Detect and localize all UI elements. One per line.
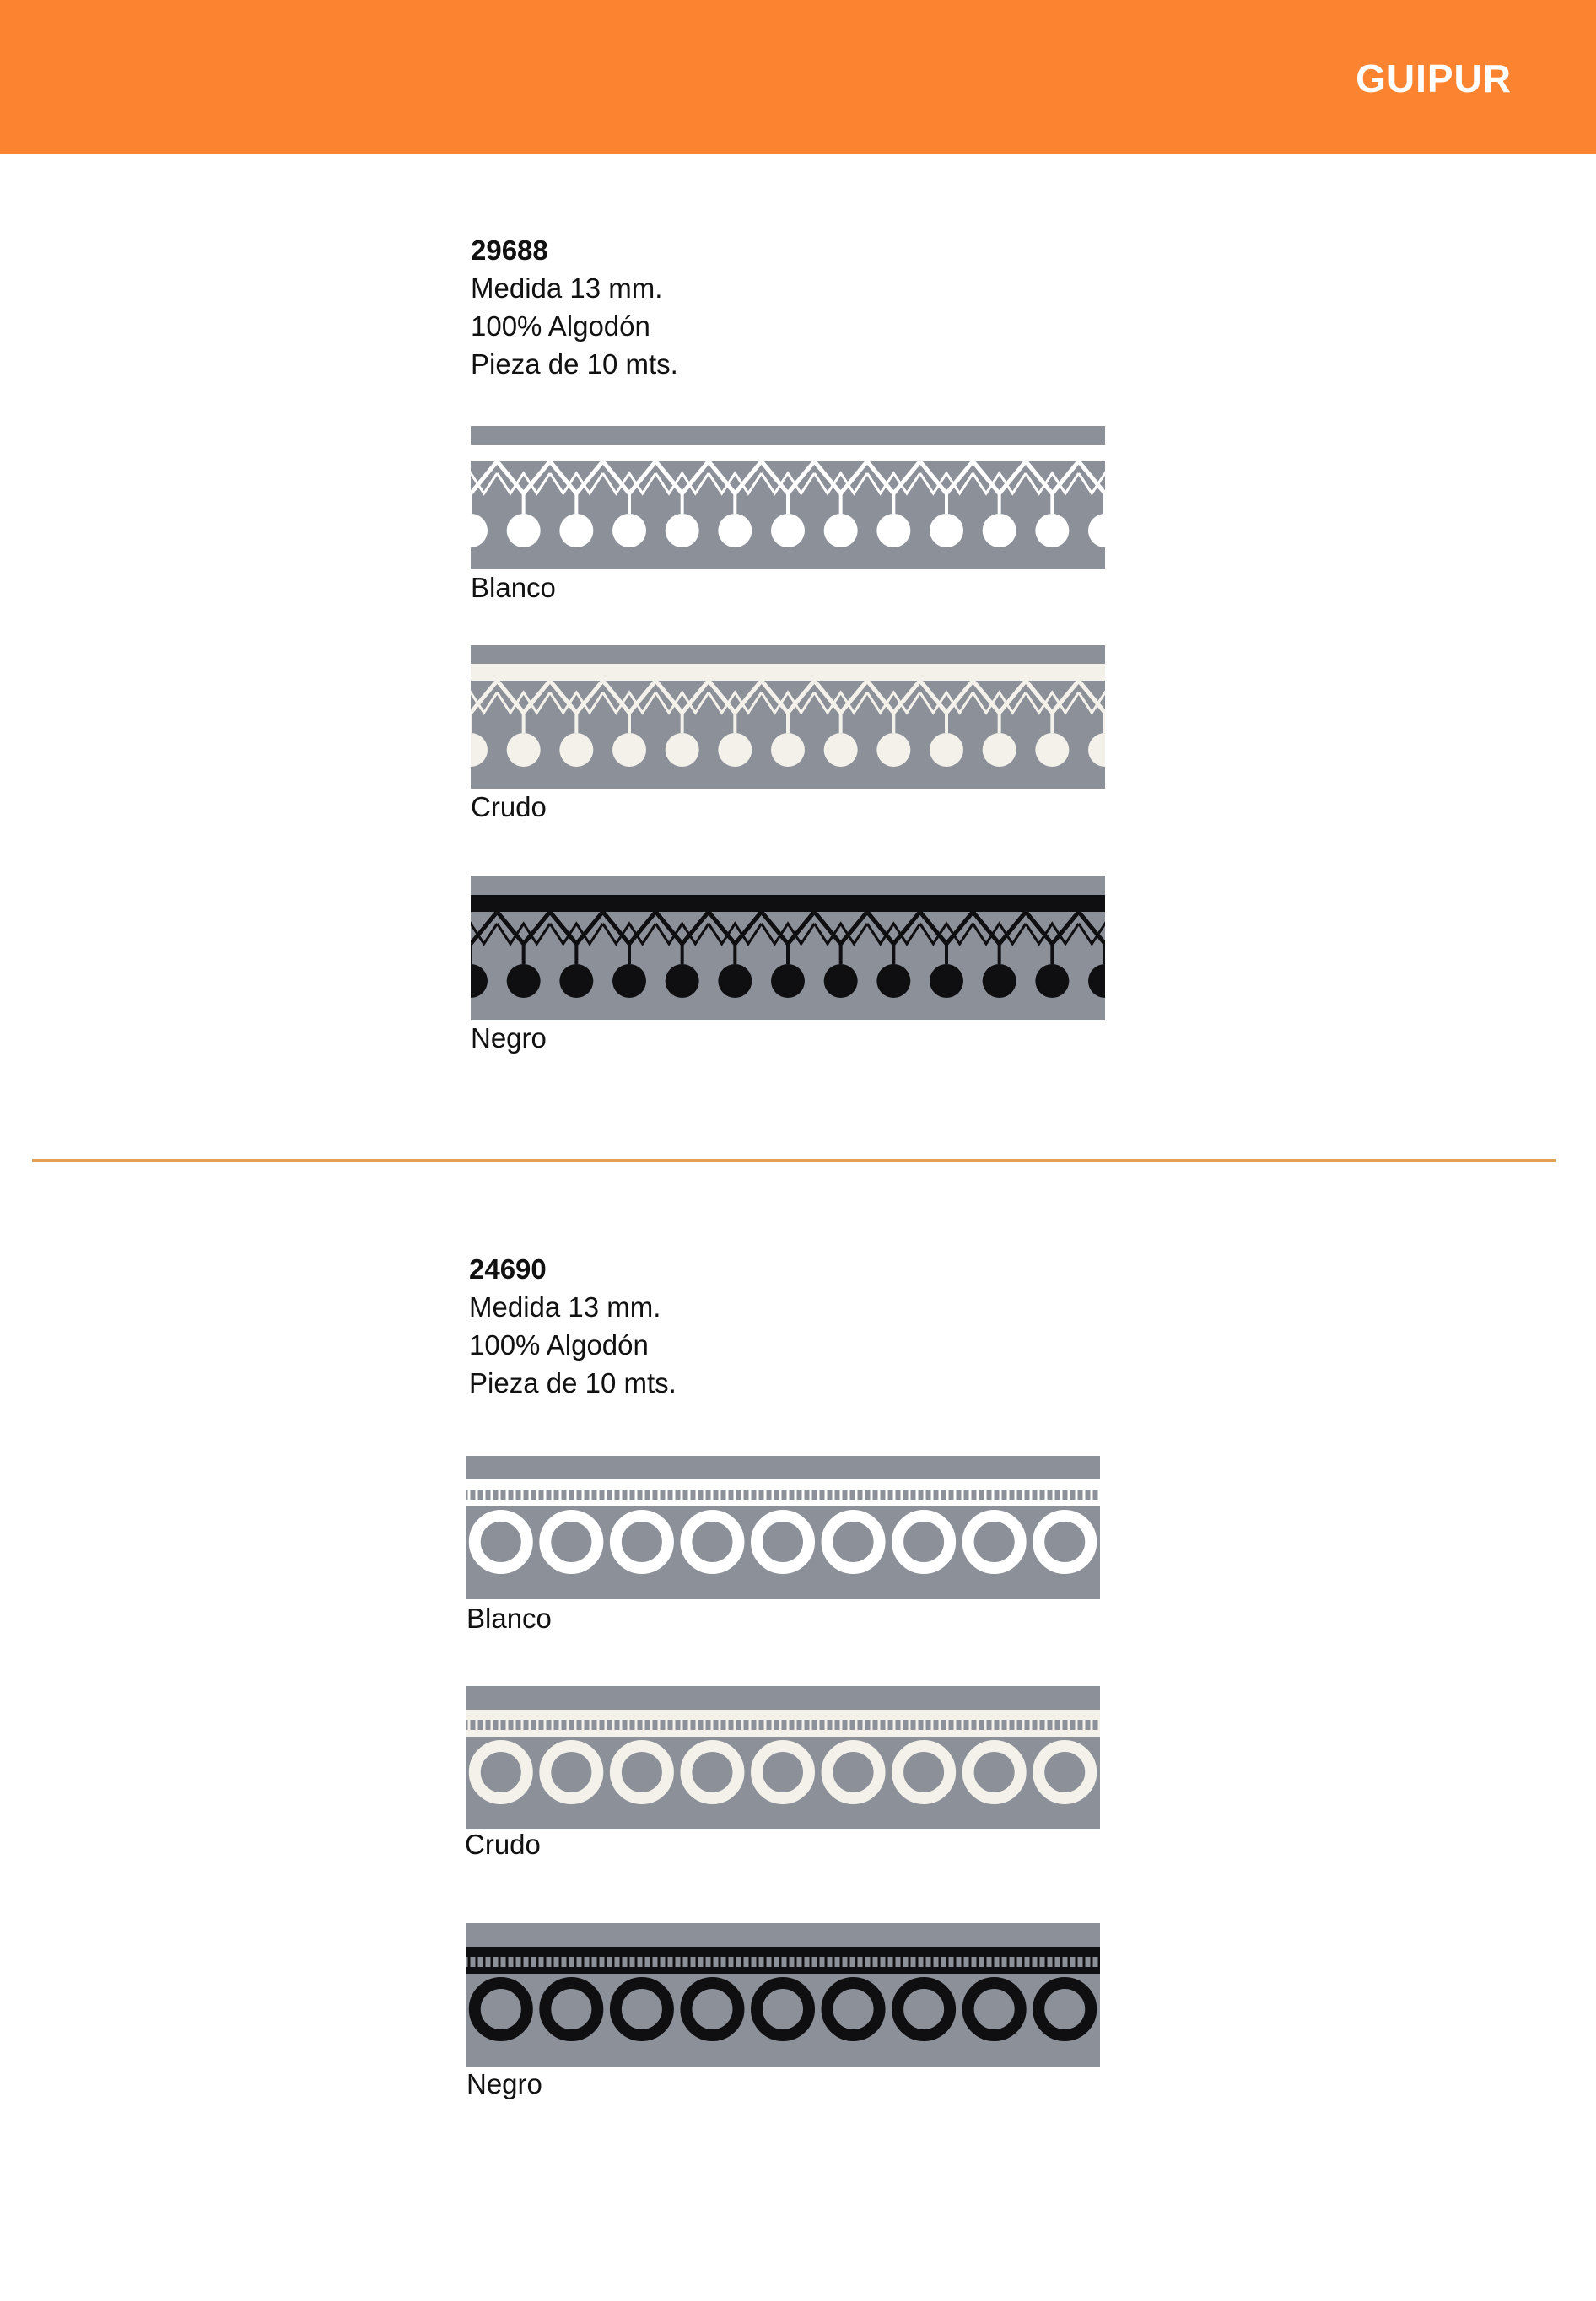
swatch-29688-crudo xyxy=(471,645,1105,789)
product-piece: Pieza de 10 mts. xyxy=(471,348,678,380)
lace-trim-image xyxy=(471,645,1105,789)
swatch-29688-blanco xyxy=(471,426,1105,569)
product-piece: Pieza de 10 mts. xyxy=(469,1367,677,1398)
swatch-label-crudo: Crudo xyxy=(465,1829,541,1860)
swatch-label-crudo: Crudo xyxy=(471,791,547,822)
swatch-24690-blanco xyxy=(466,1456,1100,1599)
product-info-24690 xyxy=(469,1250,677,1402)
lace-trim-image xyxy=(466,1923,1100,2067)
swatch-label-blanco: Blanco xyxy=(466,1603,552,1634)
page-header xyxy=(0,0,1596,154)
section-title: GUIPUR xyxy=(1356,57,1512,100)
product-size: Medida 13 mm. xyxy=(471,272,663,304)
swatch-label-negro: Negro xyxy=(466,2068,542,2099)
swatch-label-blanco: Blanco xyxy=(471,572,556,603)
product-size: Medida 13 mm. xyxy=(469,1291,661,1323)
lace-trim-image xyxy=(466,1686,1100,1829)
product-code: 24690 xyxy=(469,1253,547,1285)
lace-trim-image xyxy=(466,1456,1100,1599)
swatch-label-negro: Negro xyxy=(471,1022,547,1054)
product-material: 100% Algodón xyxy=(471,310,650,342)
lace-trim-image xyxy=(471,426,1105,569)
swatch-24690-crudo xyxy=(466,1686,1100,1829)
product-code: 29688 xyxy=(471,234,548,266)
product-material: 100% Algodón xyxy=(469,1329,649,1361)
section-divider xyxy=(32,1159,1556,1162)
swatch-24690-negro xyxy=(466,1923,1100,2067)
product-info-29688 xyxy=(471,231,678,383)
swatch-29688-negro xyxy=(471,876,1105,1020)
lace-trim-image xyxy=(471,876,1105,1020)
